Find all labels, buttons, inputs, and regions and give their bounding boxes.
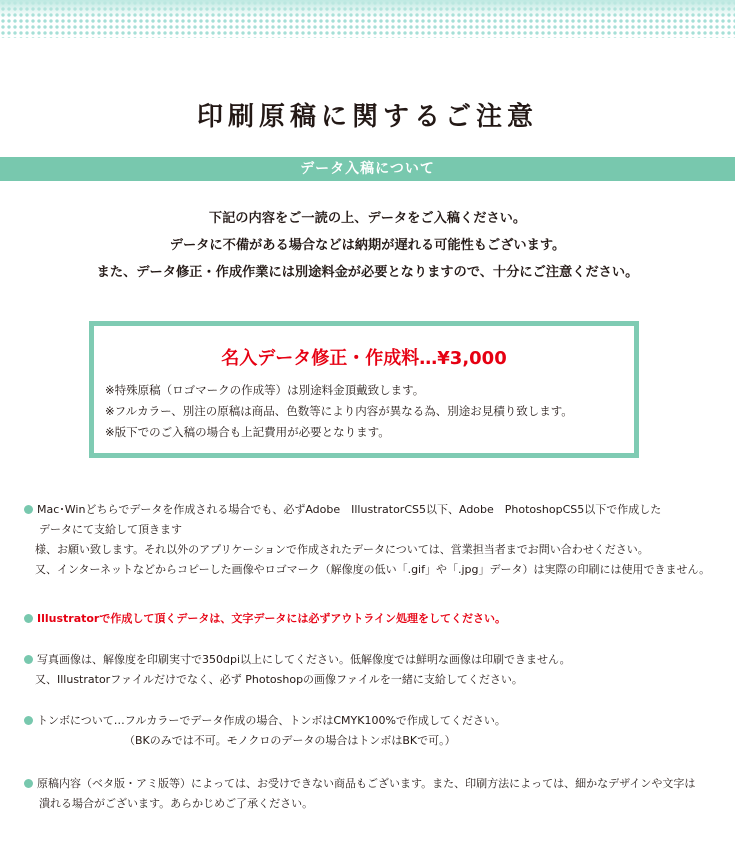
section-heading: データ入稿について [300,161,435,177]
bullet-application-notes [24,500,710,580]
intro-text [0,205,735,286]
bullet-line: 又、Illustratorファイルだけでなく、必ず Photoshopの画像ファイルを一緒に支給してください。 [35,673,523,686]
bullet-line: Illustratorで作成して頂くデータは、文字データには必ずアウトライン処理をしてください。 [24,609,506,629]
fee-notes [105,380,573,443]
bullet-line: トンボについて…フルカラーでデータ作成の場合、トンボはCMYK100%で作成してください。 [24,711,506,731]
green-bullet-icon [24,505,33,514]
green-bullet-icon [24,716,33,725]
fee-headline: 名入データ修正・作成料…¥3,000 [221,348,507,369]
bullet-line: 写真画像は、解像度を印刷実寸で350dpi以上にしてください。低解像度では鮮明な画像は印刷できません。 [24,650,571,670]
section-heading-band [0,157,735,181]
bullet-line: 潰れる場合がございます。あらかじめご了承ください。 [39,797,314,810]
bullet-outline-warning [24,609,506,629]
intro-line: また、データ修正・作成作業には別途料金が必要となりますので、十分にご注意ください。 [96,265,639,280]
bullet-manuscript-content [24,774,695,814]
fee-notice-box [89,321,639,458]
fee-note: ※フルカラー、別注の原稿は商品、色数等により内容が異なる為、別途お見積り致します。 [105,404,573,418]
bullet-line: Mac･Winどちらでデータを作成される場合でも、必ずAdobe IllustratorCS5以下、Adobe PhotoshopCS5以下で作成した [24,500,710,520]
bullet-line: データにて支給して頂きます [39,523,182,536]
bullet-line: 原稿内容（ベタ版・アミ版等）によっては、お受けできない商品もございます。また、印刷方法によっては、細かなデザインや文字は [24,774,695,794]
bullet-crop-marks [24,711,506,751]
green-bullet-icon [24,779,33,788]
green-bullet-icon [24,655,33,664]
intro-line: データに不備がある場合などは納期が遅れる可能性もございます。 [169,238,566,253]
bullet-line: 様、お願い致します。それ以外のアプリケーションで作成されたデータについては、営業担当者までお問い合わせください。 [35,543,649,556]
green-bullet-icon [24,614,33,623]
intro-line: 下記の内容をご一読の上、データをご入稿ください。 [208,211,527,226]
fee-note: ※版下でのご入稿の場合も上記費用が必要となります。 [105,425,390,439]
dotted-header-pattern [0,0,735,38]
bullet-line: 又、インターネットなどからコピーした画像やロゴマーク（解像度の低い「.gif」や「.jpg」データ）は実際の印刷には使用できません。 [35,563,711,576]
bullet-image-resolution [24,650,571,690]
page-title: 印刷原稿に関するご注意 [196,102,538,132]
fee-note: ※特殊原稿（ロゴマークの作成等）は別途料金頂戴致します。 [105,383,425,397]
bullet-line: （BKのみでは不可。モノクロのデータの場合はトンボはBKで可。） [124,734,456,747]
